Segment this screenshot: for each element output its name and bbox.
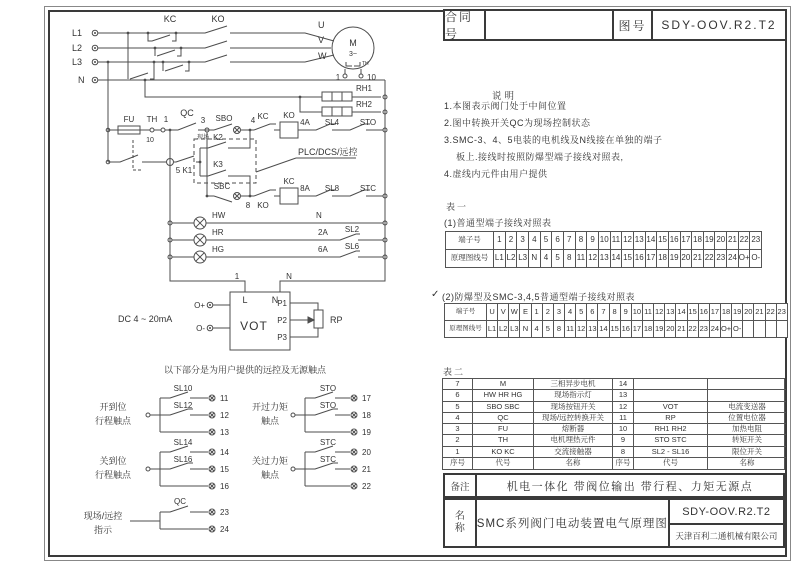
table-cell: U bbox=[486, 304, 497, 320]
table-cell: O+ bbox=[738, 250, 750, 267]
legend-cell: 现场指示灯 bbox=[534, 390, 613, 401]
table-cell: W bbox=[508, 304, 519, 320]
label-hw: HW bbox=[212, 211, 226, 220]
legend-cell: 电机埋热元件 bbox=[534, 435, 613, 446]
legend-cell: 现场/远控转换开关 bbox=[534, 413, 613, 424]
legend-cell: 14 bbox=[613, 379, 634, 390]
label-o-plus: O+ bbox=[194, 301, 205, 310]
label-dc-range: DC 4 ~ 20mA bbox=[118, 314, 173, 324]
table-cell: 13 bbox=[586, 321, 597, 337]
label-local-remote-2: 指示 bbox=[93, 525, 113, 535]
label-p2: P2 bbox=[277, 316, 287, 325]
table-cell: N bbox=[528, 250, 540, 267]
table-cell: L1 bbox=[493, 250, 505, 267]
table-cell: 16 bbox=[620, 321, 631, 337]
legend-cell bbox=[634, 390, 708, 401]
table-cell: 19 bbox=[703, 232, 715, 249]
legend-cell: 代号 bbox=[473, 458, 534, 469]
label-fu: FU bbox=[123, 115, 135, 124]
label-p3: P3 bbox=[277, 333, 287, 342]
table-cell: 22 bbox=[703, 250, 715, 267]
legend-cell bbox=[708, 379, 786, 390]
label-wire-4a: 4A bbox=[300, 118, 310, 127]
table-cell bbox=[753, 321, 764, 337]
table2-label: 表二 bbox=[443, 367, 466, 377]
table-cell: L3 bbox=[516, 250, 528, 267]
legend-cell bbox=[634, 379, 708, 390]
label-n: N bbox=[78, 75, 85, 85]
legend-cell: 三相异步电机 bbox=[534, 379, 613, 390]
legend-cell: 3 bbox=[443, 424, 473, 435]
sbc-operator bbox=[234, 193, 241, 200]
label-plc-dcs: PLC/DCS/远控 bbox=[298, 147, 358, 157]
notes-list bbox=[444, 98, 784, 183]
note-line: 2.图中转换开关QC为现场控制状态 bbox=[444, 118, 591, 128]
label-open-limit-2: 行程触点 bbox=[94, 416, 132, 426]
table-cell: 6 bbox=[551, 232, 563, 249]
label-t18: 18 bbox=[362, 411, 371, 420]
table-cell: 17 bbox=[680, 232, 692, 249]
table-cell: 8 bbox=[575, 232, 587, 249]
label-sbo: SBO bbox=[215, 114, 233, 123]
legend-cell: KO KC bbox=[473, 447, 534, 458]
label-local-remote-1: 现场/远控 bbox=[83, 511, 123, 521]
legend-cell bbox=[708, 390, 786, 401]
table-cell: L2 bbox=[497, 321, 508, 337]
label-pin1: 1 bbox=[335, 73, 341, 82]
table-cell: 7 bbox=[597, 304, 608, 320]
table1-subtitle: (1)普通型端子接线对照表 bbox=[444, 218, 552, 228]
table-cell: O- bbox=[749, 250, 761, 267]
legend-cell: 序号 bbox=[613, 458, 634, 469]
circuit-schematic bbox=[36, 5, 440, 561]
table-cell: 21 bbox=[675, 321, 686, 337]
label-node4: 4 bbox=[250, 116, 256, 125]
table-cell: 8 bbox=[563, 250, 575, 267]
user-contacts-note: 以下部分是为用户提供的远控及无源触点 bbox=[163, 365, 327, 375]
table-cell: 23 bbox=[749, 232, 761, 249]
label-sl2: SL2 bbox=[344, 225, 360, 234]
name-block bbox=[443, 498, 785, 548]
table-cell: 14 bbox=[597, 321, 608, 337]
table-cell: E bbox=[519, 304, 530, 320]
table-cell: 17 bbox=[709, 304, 720, 320]
label-qc-local: 现场 bbox=[197, 135, 210, 141]
table-cell: 2 bbox=[505, 232, 517, 249]
label-k3: K3 bbox=[213, 160, 223, 169]
table-cell: 20 bbox=[680, 250, 692, 267]
legend-cell: 13 bbox=[613, 390, 634, 401]
table-cell: 21 bbox=[691, 250, 703, 267]
drawing-no-label: 图号 bbox=[612, 11, 653, 39]
table-cell: V bbox=[497, 304, 508, 320]
legend-cell: 11 bbox=[613, 413, 634, 424]
label-sl16: SL16 bbox=[173, 455, 193, 464]
label-qc-contact: QC bbox=[174, 497, 186, 506]
label-sto-contact-2: STO bbox=[319, 401, 337, 410]
table-cell: 16 bbox=[633, 250, 645, 267]
table-cell: L2 bbox=[505, 250, 517, 267]
table-cell: L3 bbox=[508, 321, 519, 337]
label-t22: 22 bbox=[362, 482, 371, 491]
table-cell: O- bbox=[731, 321, 742, 337]
legend-cell: VOT bbox=[634, 402, 708, 413]
check-icon: ✓ bbox=[431, 289, 440, 300]
table-cell: 21 bbox=[753, 304, 764, 320]
table-cell: 10 bbox=[598, 232, 610, 249]
label-stc-contact-1: STC bbox=[320, 438, 336, 447]
label-ko-contactor: KO bbox=[211, 14, 225, 24]
legend-cell: FU bbox=[473, 424, 534, 435]
table-cell: 3 bbox=[553, 304, 564, 320]
table-cell: 11 bbox=[642, 304, 653, 320]
label-sl4: SL4 bbox=[324, 118, 340, 127]
legend-cell: 熔断器 bbox=[534, 424, 613, 435]
legend-cell: 1 bbox=[443, 447, 473, 458]
label-wire-2a: 2A bbox=[318, 228, 328, 237]
table-cell: 4 bbox=[564, 304, 575, 320]
label-vot-n: N bbox=[271, 295, 279, 305]
table-cell: 13 bbox=[598, 250, 610, 267]
company-name: 天津百利二通机械有限公司 bbox=[675, 530, 778, 541]
legend-cell: 4 bbox=[443, 413, 473, 424]
label-motor-th: TH bbox=[362, 61, 369, 67]
wires bbox=[92, 26, 387, 532]
legend-cell: 序号 bbox=[443, 458, 473, 469]
row-header: 端子号 bbox=[455, 308, 476, 315]
label-node8: 8 bbox=[245, 201, 251, 210]
label-rh2: RH2 bbox=[356, 100, 373, 109]
table-cell: 18 bbox=[691, 232, 703, 249]
label-l3: L3 bbox=[72, 57, 83, 67]
label-u: U bbox=[318, 20, 325, 30]
table-cell: 15 bbox=[656, 232, 668, 249]
label-ko-nc: KO bbox=[257, 201, 269, 210]
label-t24: 24 bbox=[220, 525, 229, 534]
table-cell: 3 bbox=[516, 232, 528, 249]
legend-cell: 加热电阻 bbox=[708, 424, 786, 435]
label-lamp-n: N bbox=[316, 211, 322, 220]
note-line: 板上.接线时按照防爆型端子接线对照表, bbox=[456, 152, 624, 162]
table-cell: 5 bbox=[551, 250, 563, 267]
label-kc-nc: KC bbox=[257, 112, 269, 121]
legend-cell: 6 bbox=[443, 390, 473, 401]
terminal-table-exproof bbox=[444, 303, 788, 338]
remark-text: 机电一体化 带阀位输出 带行程、力矩无源点 bbox=[506, 480, 754, 493]
label-sl14: SL14 bbox=[173, 438, 193, 447]
table-cell: 7 bbox=[563, 232, 575, 249]
legend-cell: 代号 bbox=[634, 458, 708, 469]
label-t21: 21 bbox=[362, 465, 371, 474]
notes-title: 说明 bbox=[492, 91, 518, 102]
table-cell: 4 bbox=[528, 232, 540, 249]
table-cell: 23 bbox=[698, 321, 709, 337]
legend-cell: TH bbox=[473, 435, 534, 446]
label-l1: L1 bbox=[72, 28, 83, 38]
note-line: 3.SMC-3、4、5电装的电机线及N线接在单独的端子 bbox=[444, 135, 663, 145]
sbo-operator bbox=[234, 127, 241, 134]
label-motor: M bbox=[349, 38, 357, 48]
label-th-1: 1 bbox=[163, 115, 169, 124]
table-cell bbox=[776, 321, 787, 337]
table-cell: 23 bbox=[714, 250, 726, 267]
rp-potentiometer bbox=[314, 310, 323, 328]
legend-cell: 12 bbox=[613, 402, 634, 413]
table-cell: 1 bbox=[531, 304, 542, 320]
label-close-torque-2: 触点 bbox=[260, 470, 280, 480]
legend-cell: QC bbox=[473, 413, 534, 424]
table-cell: 22 bbox=[738, 232, 750, 249]
table-cell: 12 bbox=[575, 321, 586, 337]
legend-cell: 限位开关 bbox=[708, 447, 786, 458]
table-cell bbox=[765, 321, 776, 337]
legend-cell: 转矩开关 bbox=[708, 435, 786, 446]
table1-label: 表一 bbox=[446, 202, 469, 212]
lamp-hg bbox=[194, 251, 206, 263]
label-sl12: SL12 bbox=[173, 401, 193, 410]
label-w: W bbox=[318, 51, 327, 61]
label-hg: HG bbox=[212, 245, 224, 254]
label-k1: 5 K1 bbox=[175, 166, 193, 175]
table-cell: 11 bbox=[575, 250, 587, 267]
legend-cell: 交流接触器 bbox=[534, 447, 613, 458]
legend-cell: 2 bbox=[443, 435, 473, 446]
name-label-text: 名称 bbox=[454, 510, 465, 534]
label-sto: STO bbox=[359, 118, 377, 127]
label-vot-in-n: N bbox=[286, 272, 292, 281]
label-open-limit-1: 开到位 bbox=[99, 402, 127, 412]
table-cell: 15 bbox=[621, 250, 633, 267]
label-sl10: SL10 bbox=[173, 384, 193, 393]
legend-cell: 电流变送器 bbox=[708, 402, 786, 413]
table-cell: 8 bbox=[609, 304, 620, 320]
table-cell: 13 bbox=[633, 232, 645, 249]
row-header: 原理图线号 bbox=[449, 325, 482, 332]
label-t23: 23 bbox=[220, 508, 229, 517]
row-header: 原理图线号 bbox=[450, 253, 489, 262]
legend-cell: 9 bbox=[613, 435, 634, 446]
label-close-limit-2: 行程触点 bbox=[94, 470, 132, 480]
table-cell: 2 bbox=[542, 304, 553, 320]
table-cell: 21 bbox=[726, 232, 738, 249]
table2-subtitle: (2)防爆型及SMC-3,4,5普通型端子接线对照表 bbox=[442, 292, 636, 302]
wiper-arrow bbox=[308, 317, 314, 323]
row-header: 端子号 bbox=[458, 235, 481, 244]
remark-label: 备注 bbox=[445, 475, 477, 496]
table-cell: 9 bbox=[620, 304, 631, 320]
table-cell: 19 bbox=[731, 304, 742, 320]
label-rh1: RH1 bbox=[356, 84, 373, 93]
label-open-torque-2: 触点 bbox=[260, 416, 280, 426]
label-rp: RP bbox=[330, 315, 343, 325]
table-cell: 4 bbox=[540, 250, 552, 267]
drawing-no-value: SDY-OOV.R2.T2 bbox=[661, 18, 777, 32]
label-kc-contactor: KC bbox=[163, 14, 177, 24]
label-th-10: 10 bbox=[146, 137, 154, 144]
rh2-resistor bbox=[322, 107, 352, 116]
table-cell: 24 bbox=[726, 250, 738, 267]
legend-cell: RH1 RH2 bbox=[634, 424, 708, 435]
label-wire-6a: 6A bbox=[318, 245, 328, 254]
table-cell: 8 bbox=[553, 321, 564, 337]
table-cell: 14 bbox=[645, 232, 657, 249]
label-o-minus: O- bbox=[196, 324, 205, 333]
legend-cell: 7 bbox=[443, 379, 473, 390]
table-cell bbox=[742, 321, 753, 337]
label-v: V bbox=[318, 35, 325, 45]
table-cell: 22 bbox=[687, 321, 698, 337]
lamp-hw bbox=[194, 217, 206, 229]
label-k2: K2 bbox=[213, 133, 223, 142]
table-cell: 13 bbox=[664, 304, 675, 320]
table-cell: 14 bbox=[610, 250, 622, 267]
table-cell: 20 bbox=[714, 232, 726, 249]
label-t19: 19 bbox=[362, 428, 371, 437]
component-legend-table bbox=[442, 378, 785, 470]
legend-cell: SL2 - SL16 bbox=[634, 447, 708, 458]
table-cell: 12 bbox=[621, 232, 633, 249]
contract-no-label: 合同号 bbox=[445, 11, 486, 39]
note-line: 1.本图表示阀门处于中间位置 bbox=[444, 101, 567, 111]
label-stc-contact-2: STC bbox=[320, 455, 336, 464]
table-cell: 12 bbox=[586, 250, 598, 267]
label-vot-in-1: 1 bbox=[234, 272, 240, 281]
table-cell: 18 bbox=[656, 250, 668, 267]
label-vot: VOT bbox=[240, 319, 268, 333]
table-cell: 10 bbox=[631, 304, 642, 320]
table-cell: 18 bbox=[720, 304, 731, 320]
label-stc: STC bbox=[360, 184, 376, 193]
remark-block bbox=[443, 473, 785, 498]
label-qc: QC bbox=[180, 108, 194, 118]
table-cell: 19 bbox=[668, 250, 680, 267]
label-sl6: SL6 bbox=[344, 242, 360, 251]
label-t14: 14 bbox=[220, 448, 229, 457]
legend-cell: 位置电位器 bbox=[708, 413, 786, 424]
table-cell: 15 bbox=[609, 321, 620, 337]
rh1-resistor bbox=[322, 92, 352, 101]
table-cell: L1 bbox=[486, 321, 497, 337]
table-cell: 9 bbox=[586, 232, 598, 249]
legend-cell: 现场按钮开关 bbox=[534, 402, 613, 413]
label-node3: 3 bbox=[200, 116, 206, 125]
label-kc-coil: KC bbox=[283, 177, 295, 186]
table-cell: 18 bbox=[642, 321, 653, 337]
label-sbc: SBC bbox=[213, 182, 231, 191]
legend-cell: RP bbox=[634, 413, 708, 424]
label-ko-coil: KO bbox=[283, 111, 295, 120]
label-sto-contact-1: STO bbox=[319, 384, 337, 393]
label-t12: 12 bbox=[220, 411, 229, 420]
table-cell: 11 bbox=[610, 232, 622, 249]
legend-cell: 名称 bbox=[534, 458, 613, 469]
table-cell: 11 bbox=[564, 321, 575, 337]
label-vot-l: L bbox=[242, 295, 248, 305]
table-cell: 20 bbox=[742, 304, 753, 320]
title-strip bbox=[443, 9, 787, 41]
terminal-table-normal bbox=[445, 231, 762, 268]
label-t11: 11 bbox=[220, 394, 229, 403]
table-cell: 22 bbox=[765, 304, 776, 320]
table-cell: 17 bbox=[631, 321, 642, 337]
legend-cell: 10 bbox=[613, 424, 634, 435]
legend-cell: STO STC bbox=[634, 435, 708, 446]
name-label bbox=[445, 500, 477, 546]
label-open-torque-1: 开过力矩 bbox=[251, 402, 289, 412]
label-close-limit-1: 关到位 bbox=[99, 456, 127, 466]
drawing-code: SDY-OOV.R2.T2 bbox=[670, 500, 783, 525]
lamp-hr bbox=[194, 234, 206, 246]
label-t17: 17 bbox=[362, 394, 371, 403]
contract-no-value bbox=[486, 11, 612, 39]
table-cell: 19 bbox=[653, 321, 664, 337]
drawing-title: SMC系列阀门电动装置电气原理图 bbox=[476, 518, 668, 530]
ko-coil-symbol bbox=[280, 122, 298, 138]
table-cell: 24 bbox=[709, 321, 720, 337]
table-cell: 16 bbox=[668, 232, 680, 249]
legend-cell: M bbox=[473, 379, 534, 390]
table-cell: 5 bbox=[575, 304, 586, 320]
table-cell: 23 bbox=[776, 304, 787, 320]
table-cell: O+ bbox=[720, 321, 731, 337]
label-pin10: 10 bbox=[367, 73, 376, 82]
table-cell: 20 bbox=[664, 321, 675, 337]
note-line: 4.虚线内元件由用户提供 bbox=[444, 169, 548, 179]
table-cell: N bbox=[519, 321, 530, 337]
label-t20: 20 bbox=[362, 448, 371, 457]
label-t16: 16 bbox=[220, 482, 229, 491]
table-cell: 1 bbox=[493, 232, 505, 249]
table-cell: 16 bbox=[698, 304, 709, 320]
legend-cell: HW HR HG bbox=[473, 390, 534, 401]
label-p1: P1 bbox=[277, 299, 287, 308]
table-cell: 15 bbox=[687, 304, 698, 320]
table-cell: 6 bbox=[586, 304, 597, 320]
table-cell: 4 bbox=[531, 321, 542, 337]
label-l2: L2 bbox=[72, 43, 83, 53]
label-wire-8a: 8A bbox=[300, 184, 310, 193]
legend-cell: 5 bbox=[443, 402, 473, 413]
label-motor-phase: 3~ bbox=[349, 51, 357, 58]
label-t15: 15 bbox=[220, 465, 229, 474]
table-cell: 14 bbox=[675, 304, 686, 320]
label-sl8: SL8 bbox=[324, 184, 340, 193]
table-cell: 12 bbox=[653, 304, 664, 320]
motor-thermal-element bbox=[346, 62, 360, 66]
label-t13: 13 bbox=[220, 428, 229, 437]
label-close-torque-1: 关过力矩 bbox=[251, 456, 289, 466]
kc-coil-symbol bbox=[280, 188, 298, 204]
table-cell: 17 bbox=[645, 250, 657, 267]
label-th: TH bbox=[146, 115, 158, 124]
legend-cell: 8 bbox=[613, 447, 634, 458]
table-cell: 5 bbox=[542, 321, 553, 337]
legend-cell: 名称 bbox=[739, 457, 755, 467]
legend-cell: SBO SBC bbox=[473, 402, 534, 413]
label-hr: HR bbox=[212, 228, 224, 237]
table-cell: 5 bbox=[540, 232, 552, 249]
